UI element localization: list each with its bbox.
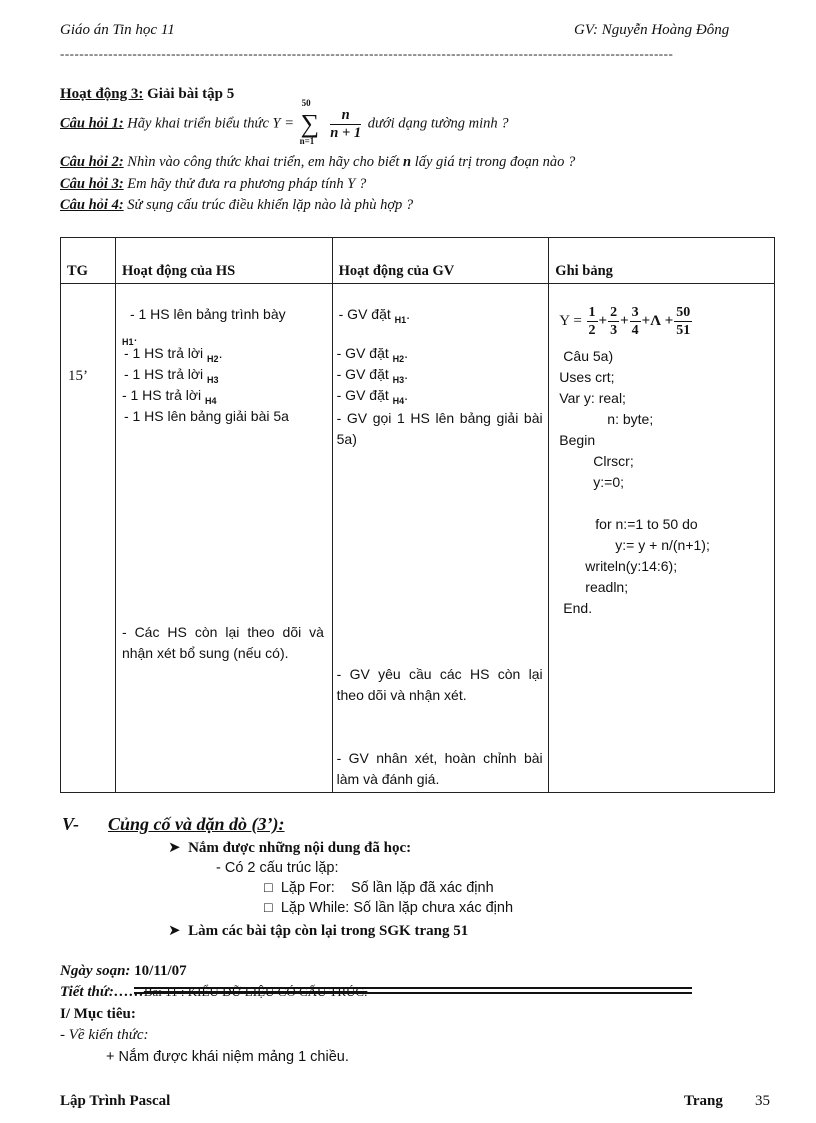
footer-page-number: 35: [755, 1093, 770, 1109]
gv-line-3: - GV đặt $_{H3}$.: [336, 366, 409, 385]
period-title: Bài 11 : KIỂU DỮ LIỆU CÓ CẤU TRÚC.: [143, 984, 368, 999]
gv-line-7: - GV nhân xét, hoàn chỉnh bài làm và đánh giá.: [336, 750, 543, 787]
checkbox-square-icon: □: [264, 900, 273, 916]
code-line-12: End.: [563, 600, 593, 616]
col-header-gv: Hoạt động của GV: [332, 238, 549, 284]
hs-line-3: - 1 HS trả lời $_{H3}$: [123, 366, 219, 385]
goal-heading: I/ Mục tiêu:: [60, 1006, 136, 1022]
question-3: [60, 176, 366, 193]
question-2-label: Câu hỏi 2:: [60, 154, 124, 170]
gv-line-2: - GV đặt $_{H2}$.: [336, 345, 409, 364]
code-line-9: y:= y + n/(n+1);: [615, 537, 710, 553]
knowledge-heading: - Về kiến thức:: [60, 1027, 149, 1043]
code-line-8: for n:=1 to 50 do: [595, 516, 698, 532]
code-line-10: writeln(y:14:6);: [585, 558, 678, 574]
activity-table: [60, 237, 775, 793]
fraction-3: $\frac{3}{4}$: [631, 305, 639, 338]
period-line: Tiết thứ:……Bài 11 : KIỂU DỮ LIỆU CÓ CẤU TRÚC.: [60, 984, 368, 1000]
col-header-hs: Hoạt động của HS: [115, 238, 332, 284]
fraction-4: $\frac{50}{51}$: [676, 305, 691, 338]
question-1-post: dưới dạng tường minh ?: [367, 115, 509, 132]
loop-item-for: □ Lặp For: Số lần lặp đã xác định: [264, 880, 494, 896]
hs-line-5: - 1 HS lên bảng giải bài 5a: [123, 408, 289, 424]
gv-line-4: - GV đặt $_{H4}$.: [336, 387, 409, 406]
question-2-var: n: [403, 154, 412, 170]
question-2-pre: Nhìn vào công thức khai triển, em hãy cho biết: [127, 154, 400, 170]
question-3-text: Em hãy thử đưa ra phương pháp tính Y ?: [127, 176, 367, 192]
cell-board: [549, 284, 775, 793]
code-line-2: Uses crt;: [559, 369, 615, 385]
hs-line-1-sub: $_{H1}$.: [121, 328, 138, 347]
header-separator: -------------------------------------------------------------------------------------------------------------------------------: [60, 46, 674, 61]
gv-line-5: - GV gọi 1 HS lên bảng giải bài 5a): [336, 410, 543, 447]
hs-line-4: - 1 HS trả lời $_{H4}$: [121, 387, 217, 406]
hs-line-2: - 1 HS trả lời $_{H2}$.: [123, 345, 223, 364]
question-3-label: Câu hỏi 3:: [60, 176, 124, 192]
code-line-6: Clrscr;: [593, 453, 634, 469]
col-header-tg: TG: [61, 238, 116, 284]
table-row: [61, 284, 775, 793]
activity-heading: [60, 86, 234, 103]
activity-title: Giải bài tập 5: [147, 86, 235, 102]
section-5-number: V-: [62, 814, 80, 834]
date-line: Ngày soạn: 10/11/07: [60, 963, 187, 979]
fraction-1: $\frac{1}{2}$: [588, 305, 596, 338]
expansion-formula: Y = $\frac{1}{2}$ + $\frac{2}{3}$ + $\frac{3}{4}$ +Λ + $\frac{50}{51}$: [559, 305, 691, 338]
question-1-label: Câu hỏi 1:: [60, 115, 124, 132]
strike-rule: [134, 987, 692, 994]
bullet-1: ➤ Nắm được những nội dung đã học:: [168, 840, 412, 856]
hs-line-1: - 1 HS lên bảng trình bày: [129, 306, 286, 322]
footer-left: Lập Trình Pascal: [60, 1093, 171, 1109]
question-2: [60, 154, 575, 171]
code-line-5: Begin: [559, 432, 596, 448]
table-header-row: [61, 238, 775, 284]
hs-line-6: - Các HS còn lại theo dõi và nhận xét bổ sung (nếu có).: [121, 624, 324, 661]
code-line-3: Var y: real;: [559, 390, 626, 406]
code-line-7: y:=0;: [593, 474, 625, 490]
cell-hs: [115, 284, 332, 793]
gv-line-6: - GV yêu cầu các HS còn lại theo dõi và nhận xét.: [336, 666, 543, 703]
question-4: [60, 197, 413, 214]
question-1: [60, 98, 509, 146]
col-header-board: Ghi bảng: [549, 238, 775, 284]
checkbox-square-icon: □: [264, 880, 273, 896]
question-1-pre: Hãy khai triển biểu thức Y =: [127, 115, 294, 132]
arrow-bullet-icon: ➤: [168, 923, 181, 939]
cell-gv: [332, 284, 549, 793]
gv-line-1: - GV đặt $_{H1}$.: [338, 306, 411, 325]
section-5-title: Củng cố và dặn dò (3’):: [108, 814, 285, 834]
summation-symbol: 50 ∑ n=1: [299, 98, 320, 146]
section-5-heading: [62, 814, 285, 835]
question-4-text: Sử sụng cấu trúc điều khiển lặp nào là phù hợp ?: [127, 197, 414, 213]
arrow-bullet-icon: ➤: [168, 840, 181, 856]
loop-item-while: □ Lặp While: Số lần lặp chưa xác định: [264, 900, 514, 916]
code-line-1: Câu 5a): [563, 348, 614, 364]
activity-label: Hoạt động 3:: [60, 86, 144, 102]
header-right: GV: Nguyễn Hoàng Đông: [574, 22, 730, 38]
question-1-fraction: $\frac{n}{n + 1}$: [330, 106, 362, 141]
footer-page-label: Trang: [684, 1093, 723, 1109]
loop-structures-intro: - Có 2 cấu trúc lặp:: [216, 860, 339, 876]
cell-time: [61, 284, 116, 793]
knowledge-item-1: + Nắm được khái niệm mảng 1 chiều.: [106, 1049, 349, 1065]
question-4-label: Câu hỏi 4:: [60, 197, 124, 213]
fraction-2: $\frac{2}{3}$: [610, 305, 618, 338]
code-line-4: n: byte;: [607, 411, 654, 427]
header-left: Giáo án Tin học 11: [60, 22, 175, 38]
time-value: 15’: [68, 368, 88, 384]
code-line-11: readln;: [585, 579, 629, 595]
bullet-2: ➤ Làm các bài tập còn lại trong SGK trang 51: [168, 923, 469, 939]
question-2-post: lấy giá trị trong đoạn nào ?: [414, 154, 576, 170]
